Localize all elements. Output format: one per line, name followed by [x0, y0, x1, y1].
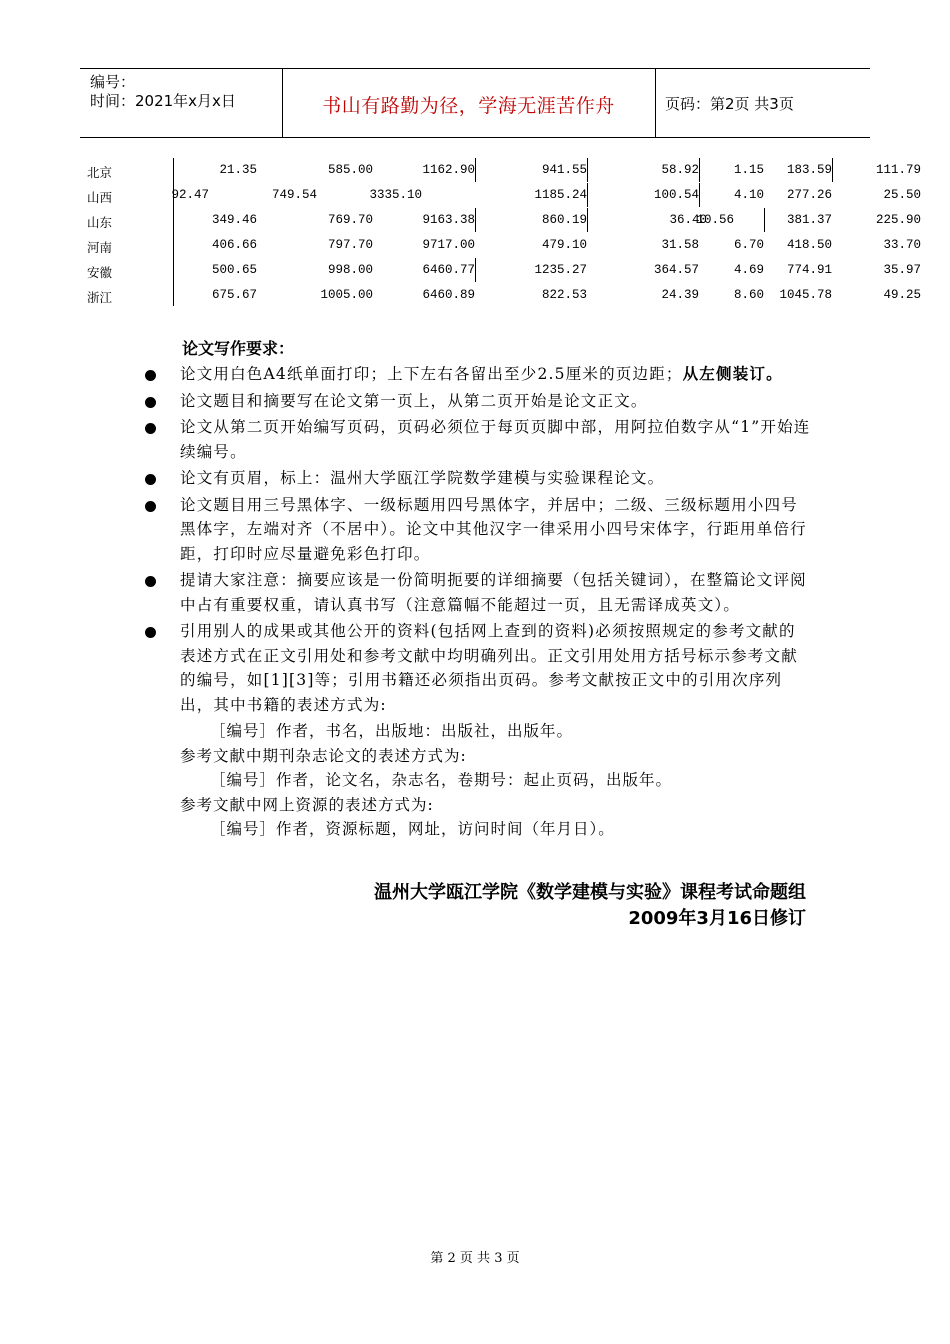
table-cell: 406.66 — [211, 238, 257, 252]
bullet-icon — [145, 370, 156, 381]
table-cell: 797.70 — [327, 238, 373, 252]
table-cell: 769.70 — [327, 213, 373, 227]
list-item — [142, 415, 812, 464]
table-cell-region: 北京 — [87, 165, 113, 180]
signature-date: 2009年3月16日修订 — [628, 908, 806, 929]
header-meta — [90, 73, 236, 111]
list-item — [142, 619, 812, 717]
header-divider — [655, 69, 656, 137]
table-row — [87, 183, 927, 208]
reference-journal-intro: 参考文献中期刊杂志论文的表述方式为: — [180, 746, 467, 765]
table-row — [87, 233, 927, 258]
table-cell: 225.90 — [875, 213, 921, 227]
bullet-icon — [145, 397, 156, 408]
table-cell: 21.35 — [219, 163, 257, 177]
table-cell: 381.37 — [786, 213, 832, 227]
table-cell: 1.15 — [733, 163, 764, 177]
table-cell: 774.91 — [786, 263, 832, 277]
signature-org: 温州大学瓯江学院《数学建模与实验》课程考试命题组 — [374, 882, 806, 903]
table-cell: 749.54 — [271, 188, 317, 202]
table-cell: 6.70 — [733, 238, 764, 252]
table-cell: 500.65 — [211, 263, 257, 277]
table-cell: 277.26 — [786, 188, 832, 202]
requirements-list — [142, 362, 812, 842]
item-text: 论文有页眉，标上：温州大学瓯江学院数学建模与实验课程论文。 — [180, 469, 665, 487]
table-cell: 92.47 — [171, 188, 209, 202]
list-item — [142, 389, 812, 414]
bullet-icon — [145, 576, 156, 587]
list-item — [142, 493, 812, 567]
table-cell: 822.53 — [541, 288, 587, 302]
item-text: 论文题目和摘要写在论文第一页上，从第二页开始是论文正文。 — [180, 391, 648, 410]
table-cell-region: 安徽 — [87, 265, 113, 280]
reference-format-book: ［编号］作者，书名，出版地：出版社，出版年。 — [210, 722, 574, 740]
table-cell: 36.40 — [669, 213, 707, 227]
list-item — [142, 568, 812, 617]
bullet-icon — [145, 627, 156, 638]
list-item — [142, 362, 812, 387]
table-cell: 585.00 — [327, 163, 373, 177]
table-cell: 49.25 — [883, 288, 921, 302]
table-cell-region: 山西 — [87, 190, 113, 205]
table-cell: 35.97 — [883, 263, 921, 277]
table-cell: 364.57 — [653, 263, 699, 277]
table-row — [87, 283, 927, 308]
table-cell: 1235.27 — [534, 263, 587, 277]
bullet-icon — [145, 501, 156, 512]
table-row — [87, 208, 927, 233]
table-cell: 10.56 — [696, 213, 734, 227]
page-header — [80, 68, 870, 138]
item-text: 提请大家注意：摘要应该是一份简明扼要的详细摘要（包括关键词），在整篇论文评阅中占有重要权重，请认真书写（注意篇幅不能超过一页，且无需译成英文）。 — [180, 571, 807, 614]
table-row — [87, 258, 927, 283]
table-cell: 941.55 — [541, 163, 587, 177]
table-cell: 1185.24 — [534, 188, 587, 202]
item-text: 引用别人的成果或其他公开的资料(包括网上查到的资料)必须按照规定的参考文献的表述方式在正文引用处和参考文献中均明确列出。正文引用处用方括号标示参考文献的编号，如[1][3]等；引用书籍还必须指出页码。参考文献按正文中的引用次序列出，其中书籍的表述方式为: — [180, 622, 798, 714]
requirements-title: 论文写作要求： — [182, 339, 295, 358]
header-time-label: 时间：2021年x月x日 — [90, 92, 236, 110]
bullet-icon — [145, 423, 156, 434]
table-cell: 4.10 — [733, 188, 764, 202]
table-cell: 3335.10 — [369, 188, 422, 202]
list-item — [142, 466, 812, 491]
table-cell: 100.54 — [653, 188, 699, 202]
table-cell: 24.39 — [661, 288, 699, 302]
table-cell: 349.46 — [211, 213, 257, 227]
table-cell: 6460.77 — [422, 263, 475, 277]
table-cell: 183.59 — [786, 163, 832, 177]
table-cell: 860.19 — [541, 213, 587, 227]
header-page-info: 页码：第2页 共3页 — [665, 95, 794, 113]
reference-format-journal: ［编号］作者，论文名，杂志名，卷期号：起止页码，出版年。 — [210, 771, 673, 789]
bullet-icon — [145, 474, 156, 485]
table-cell: 998.00 — [327, 263, 373, 277]
table-cell-region: 河南 — [87, 240, 113, 255]
table-row — [87, 158, 927, 183]
table-cell: 1045.78 — [779, 288, 832, 302]
header-number-label: 编号： — [90, 73, 136, 91]
table-cell: 8.60 — [733, 288, 764, 302]
table-cell: 675.67 — [211, 288, 257, 302]
item-text: 论文用白色A4纸单面打印；上下左右各留出至少2.5厘米的页边距； — [180, 365, 683, 383]
table-cell: 111.79 — [875, 163, 921, 177]
header-motto: 书山有路勤为径，学海无涯苦作舟 — [322, 95, 615, 117]
reference-format-web: ［编号］作者，资源标题，网址，访问时间（年月日）。 — [210, 820, 615, 838]
table-cell: 58.92 — [661, 163, 699, 177]
table-cell: 418.50 — [786, 238, 832, 252]
table-cell: 1005.00 — [320, 288, 373, 302]
page-footer: 第 2 页 共 3 页 — [430, 1251, 520, 1266]
table-cell: 479.10 — [541, 238, 587, 252]
table-cell: 9163.38 — [422, 213, 475, 227]
reference-web-intro: 参考文献中网上资源的表述方式为: — [180, 795, 434, 814]
table-cell: 9717.00 — [422, 238, 475, 252]
table-cell: 31.58 — [661, 238, 699, 252]
table-cell: 1162.90 — [422, 163, 475, 177]
table-cell: 33.70 — [883, 238, 921, 252]
table-cell-region: 山东 — [87, 215, 113, 230]
table-cell-region: 浙江 — [87, 290, 113, 305]
item-bold-text: 从左侧装订。 — [682, 364, 783, 383]
table-cell: 6460.89 — [422, 288, 475, 302]
table-cell: 25.50 — [883, 188, 921, 202]
item-text: 论文题目用三号黑体字、一级标题用四号黑体字，并居中；二级、三级标题用小四号黑体字，左端对齐（不居中）。论文中其他汉字一律采用小四号宋体字，行距用单倍行距，打印时应尽量避免彩色打印。 — [180, 495, 807, 563]
item-text: 论文从第二页开始编写页码，页码必须位于每页页脚中部，用阿拉伯数字从“1”开始连续编号。 — [180, 418, 811, 461]
table-cell: 4.69 — [733, 263, 764, 277]
